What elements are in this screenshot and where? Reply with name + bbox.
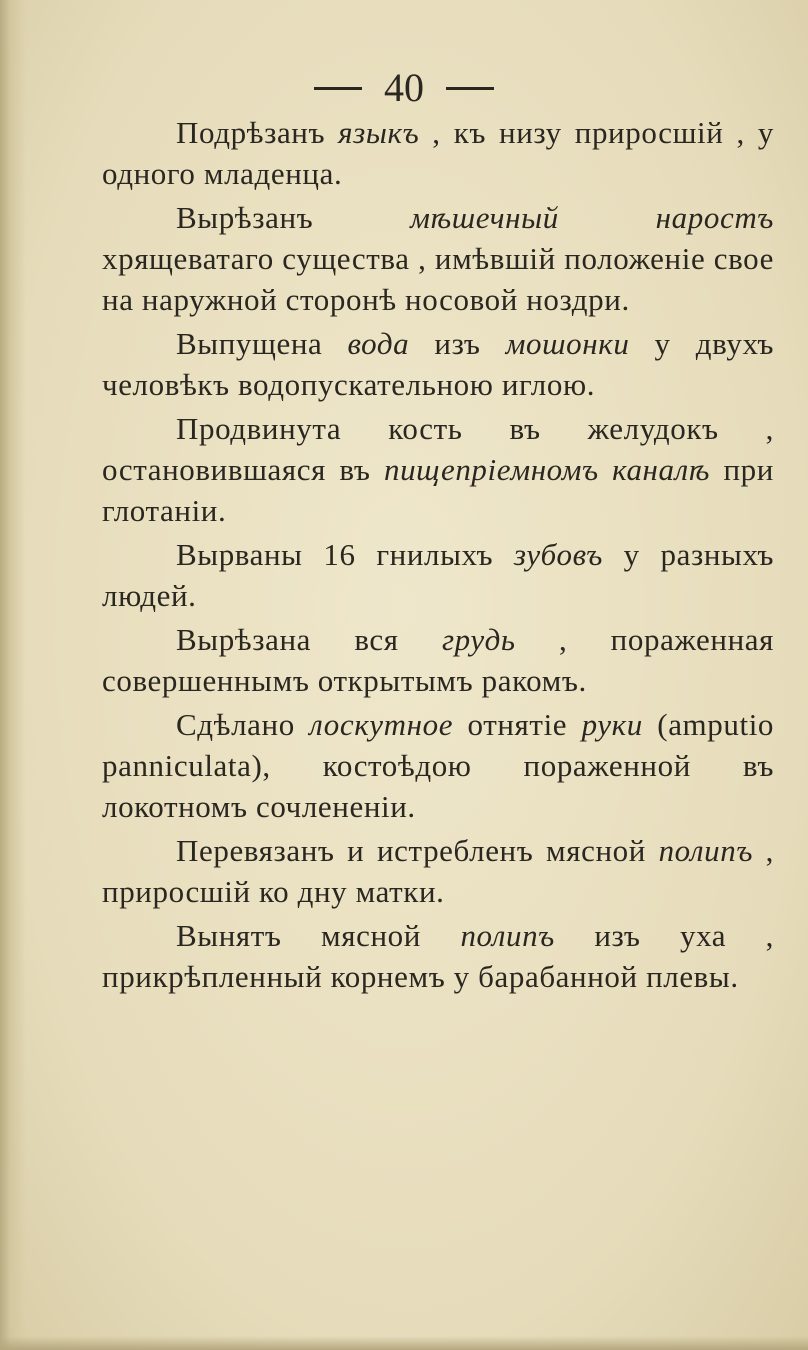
paragraph [102,112,774,194]
paragraph [102,704,774,827]
italic-term: руки [581,707,643,742]
text-run: (amputio panniculata), костоѣдою пораженной въ локотномъ сочлененіи. [102,707,775,824]
text-run: изъ уха , прикрѣпленный корнемъ у барабанной плевы. [102,918,774,994]
italic-term: вода [347,326,410,361]
text-run: у разныхъ людей. [102,537,774,613]
text-run: отнятіе [453,707,582,742]
paragraph [102,534,774,616]
text-run: хрящеватаго существа , имѣвшій положеніе свое на наружной сторонѣ носовой ноздри. [102,241,774,317]
italic-term: лоскутное [309,707,454,742]
italic-term: мѣшечный наростъ [410,200,774,235]
page-header [0,66,808,110]
text-run: , къ низу приросшій , у одного младенца. [102,115,774,191]
text-run: Вырваны 16 гнилыхъ [176,537,514,572]
text-run: при глотаніи. [102,452,774,528]
paragraph [102,830,774,912]
page-number: 40 [384,65,424,110]
text-run: Сдѣлано [176,707,310,742]
text-run: Вырѣзана вся [176,622,442,657]
italic-term: полипъ [460,918,555,953]
italic-term: пищепріемномъ каналѣ [383,452,711,487]
paragraph [102,619,774,701]
text-run: Выпущена [176,326,348,361]
header-dash-left [314,87,362,90]
header-dash-right [446,87,494,90]
italic-term: языкъ [338,115,420,150]
text-run: Подрѣзанъ [176,115,339,150]
text-run: Вынятъ мясной [176,918,461,953]
text-run: Продвинута кость въ желудокъ , остановившаяся въ [102,411,774,487]
italic-term: грудь [441,622,516,657]
paragraph [102,197,774,320]
text-run: у двухъ человѣкъ водопускательною иглою. [102,326,774,402]
body-text [102,112,774,1000]
italic-term: полипъ [658,833,754,868]
paragraph [102,915,774,997]
text-run: Перевязанъ и истребленъ мясной [176,833,659,868]
paragraph [102,323,774,405]
text-run: , пораженная совершеннымъ открытымъ ракомъ. [102,622,774,698]
text-run: Вырѣзанъ [176,200,411,235]
paragraph [102,408,774,531]
italic-term: зубовъ [513,537,603,572]
text-run: изъ [409,326,506,361]
italic-term: мошонки [505,326,630,361]
text-run: , приросшій ко дну матки. [102,833,775,909]
